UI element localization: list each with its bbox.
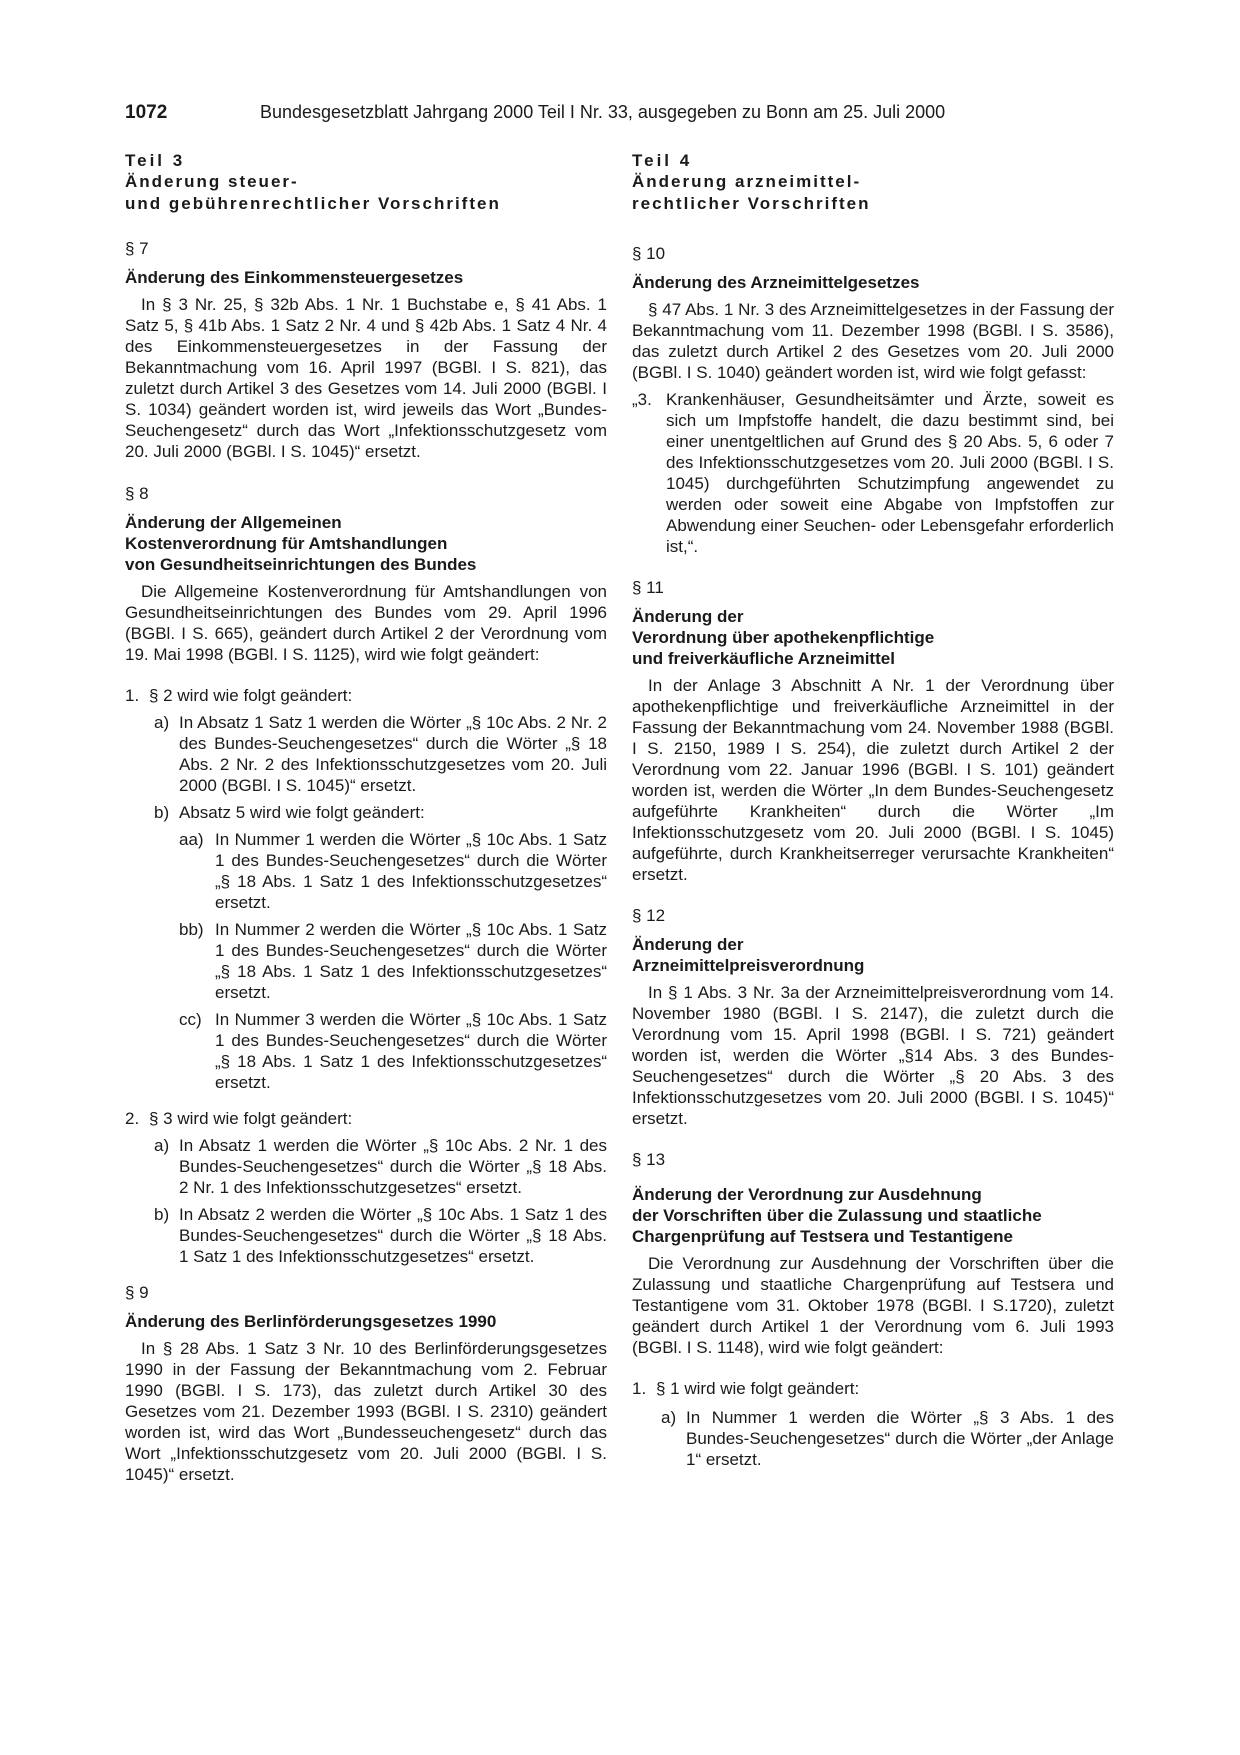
section-title-line: Kostenverordnung für Amtshandlungen	[125, 534, 448, 553]
part-subheading	[125, 171, 607, 215]
part-heading: Teil 3	[125, 151, 186, 170]
list-number: b)	[154, 1205, 170, 1224]
list-item	[632, 1378, 1114, 1399]
list-text: In Nummer 3 werden die Wörter „§ 10c Abs. 1 Satz 1 des Bundes-Seuchengesetzes“ durch die Wörter „§ 18 Abs. 1 Satz 1 des Infektionsschutzgesetzes“ ersetzt.	[215, 1010, 607, 1092]
list-text: § 3 wird wie folgt geändert:	[149, 1109, 353, 1128]
part-subheading-line: rechtlicher Vorschriften	[632, 194, 871, 213]
section-title-line: Änderung der	[632, 935, 744, 954]
list-item	[125, 1204, 607, 1267]
list-text: In Absatz 1 Satz 1 werden die Wörter „§ 10c Abs. 2 Nr. 2 des Bundes-Seuchengesetzes“ durch die Wörter „§ 18 Abs. 2 Nr. 2 des Infektionsschutzgesetzes vom 20. Juli 2000 (BGBl. I S. 1045)“ ersetzt.	[179, 713, 607, 795]
section-title-line: Änderung der Allgemeinen	[125, 513, 342, 532]
section-body: In § 1 Abs. 3 Nr. 3a der Arzneimittelpreisverordnung vom 14. November 1980 (BGBl. I S. 2147), die zuletzt durch die Verordnung vom 15. April 1998 (BGBl. I S. 721) geändert worden ist, werden die Wörter „§14 Abs. 3 des Bundes-Seuchengesetzes“ durch die Wörter „§ 20 Abs. 3 des Infektionsschutzgesetzes vom 20. Juli 2000 (BGBl. I S. 1045)“ ersetzt.	[632, 983, 1114, 1128]
list-text: In Nummer 2 werden die Wörter „§ 10c Abs. 1 Satz 1 des Bundes-Seuchengesetzes“ durch die Wörter „§ 18 Abs. 1 Satz 1 des Infektionsschutzgesetzes“ ersetzt.	[215, 920, 607, 1002]
section-title-line: Chargenprüfung auf Testsera und Testantigene	[632, 1227, 1013, 1246]
section-body: In § 3 Nr. 25, § 32b Abs. 1 Nr. 1 Buchstabe e, § 41 Abs. 1 Satz 5, § 41b Abs. 1 Satz 2 Nr. 4 und § 42b Abs. 1 Satz 4 Nr. 4 des Einkommensteuergesetzes in der Fassung der Bekanntmachung vom 16. April 1997 (BGBl. I S. 821), das zuletzt durch Artikel 3 des Gesetzes vom 14. Juli 2000 (BGBl. I S. 1034) geändert worden ist, wird jeweils das Wort „Bundes-Seuchengesetz“ durch das Wort „Infektionsschutzgesetz vom 20. Juli 2000 (BGBl. I S. 1045)“ ersetzt.	[125, 295, 607, 461]
section-title	[125, 512, 607, 575]
section-number: § 12	[632, 906, 666, 925]
section-number: § 7	[125, 239, 149, 258]
list-text: In Absatz 1 werden die Wörter „§ 10c Abs. 2 Nr. 1 des Bundes-Seuchengesetzes“ durch die Wörter „§ 18 Abs. 2 Nr. 1 des Infektionsschutzgesetzes“ ersetzt.	[179, 1136, 607, 1197]
list-number: a)	[154, 1136, 170, 1155]
part-subheading-line: Änderung arzneimittel-	[632, 172, 862, 191]
section-title: Änderung des Berlinförderungsgesetzes 1990	[125, 1312, 497, 1331]
part-subheading-line: und gebührenrechtlicher Vorschriften	[125, 194, 501, 213]
list-number: a)	[154, 713, 170, 732]
section-title-line: und freiverkäufliche Arzneimittel	[632, 649, 895, 668]
part-heading: Teil 4	[632, 151, 693, 170]
section-title-line: von Gesundheitseinrichtungen des Bundes	[125, 555, 477, 574]
section-number: § 9	[125, 1283, 149, 1302]
list-item	[125, 1108, 607, 1129]
list-number: b)	[154, 803, 170, 822]
section-title	[632, 1184, 1114, 1247]
part-subheading	[632, 171, 1114, 215]
list-item	[125, 712, 607, 796]
section-body: In der Anlage 3 Abschnitt A Nr. 1 der Verordnung über apothekenpflichtige und freiverkäufliche Arzneimittel in der Fassung der Bekanntmachung vom 24. November 1988 (BGBl. I S. 2150, 1989 I S. 254), die zuletzt durch Artikel 2 der Verordnung vom 22. Januar 1996 (BGBl. I S. 101) geändert worden ist, werden die Wörter „In dem Bundes-Seuchengesetz aufgeführte Krankheiten“ durch die Wörter „Im Infektionsschutzgesetz vom 20. Juli 2000 (BGBl. I S. 1045) aufgeführte, durch Krankheitserreger verursachte Krankheiten“ ersetzt.	[632, 676, 1114, 884]
list-item	[125, 685, 607, 706]
section-number: § 8	[125, 484, 149, 503]
section-title-line: Verordnung über apothekenpflichtige	[632, 628, 935, 647]
list-text: Absatz 5 wird wie folgt geändert:	[179, 803, 425, 822]
list-number: aa)	[179, 830, 204, 849]
section-title	[632, 934, 1114, 976]
right-column	[632, 150, 1114, 1470]
list-item	[125, 1135, 607, 1198]
section-body: Die Verordnung zur Ausdehnung der Vorschriften über die Zulassung und staatliche Chargenprüfung auf Testsera und Testantigene vom 31. Oktober 1978 (BGBl. I S.1720), zuletzt geändert durch Artikel 1 der Verordnung vom 6. Juli 1993 (BGBl. I S. 1148), wird wie folgt geändert:	[632, 1254, 1114, 1357]
section-title: Änderung des Arzneimittelgesetzes	[632, 273, 920, 292]
part-subheading-line: Änderung steuer-	[125, 172, 299, 191]
section-title-line: Arzneimittelpreisverordnung	[632, 956, 865, 975]
section-number: § 11	[632, 578, 664, 597]
list-number: „3.	[632, 390, 652, 409]
list-number: cc)	[179, 1010, 202, 1029]
quoted-provision	[632, 389, 1114, 557]
page-number: 1072	[125, 102, 168, 123]
list-text: § 2 wird wie folgt geändert:	[149, 686, 353, 705]
section-number: § 13	[632, 1150, 666, 1169]
list-number: 1.	[632, 1379, 647, 1398]
section-number: § 10	[632, 244, 666, 263]
section-title-line: Änderung der	[632, 607, 744, 626]
list-text: In Nummer 1 werden die Wörter „§ 10c Abs. 1 Satz 1 des Bundes-Seuchengesetzes“ durch die Wörter „§ 18 Abs. 1 Satz 1 des Infektionsschutzgesetzes“ ersetzt.	[215, 830, 607, 912]
list-item	[125, 919, 607, 1003]
section-body: In § 28 Abs. 1 Satz 3 Nr. 10 des Berlinförderungsgesetzes 1990 in der Fassung der Bekanntmachung vom 2. Februar 1990 (BGBl. I S. 173), das zuletzt durch Artikel 30 des Gesetzes vom 21. Dezember 1993 (BGBl. I S. 2310) geändert worden ist, wird das Wort „Bundesseuchengesetz“ durch das Wort „Infektionsschutzgesetz vom 20. Juli 2000 (BGBl. I S. 1045)“ ersetzt.	[125, 1339, 607, 1484]
section-body: § 47 Abs. 1 Nr. 3 des Arzneimittelgesetzes in der Fassung der Bekanntmachung vom 11. Dezember 1998 (BGBl. I S. 3586), das zuletzt durch Artikel 2 des Gesetzes vom 20. Juli 2000 (BGBl. I S. 1040) geändert worden ist, wird wie folgt gefasst:	[632, 300, 1114, 382]
section-body: Die Allgemeine Kostenverordnung für Amtshandlungen von Gesundheitseinrichtungen des Bundes vom 29. April 1996 (BGBl. I S. 665), geändert durch Artikel 2 der Verordnung vom 19. Mai 1998 (BGBl. I S. 1125), wird wie folgt geändert:	[125, 582, 607, 664]
list-item	[125, 802, 607, 823]
page-header	[125, 100, 1115, 125]
list-number: a)	[661, 1408, 677, 1427]
list-number: 2.	[125, 1109, 140, 1128]
list-item	[125, 829, 607, 913]
list-item	[125, 1009, 607, 1093]
list-number: 1.	[125, 686, 140, 705]
section-title-line: Änderung der Verordnung zur Ausdehnung	[632, 1185, 982, 1204]
section-title-line: der Vorschriften über die Zulassung und staatliche	[632, 1206, 1042, 1225]
header-title: Bundesgesetzblatt Jahrgang 2000 Teil I Nr. 33, ausgegeben zu Bonn am 25. Juli 2000	[260, 102, 946, 122]
list-text: In Nummer 1 werden die Wörter „§ 3 Abs. 1 des Bundes-Seuchengesetzes“ durch die Wörter „der Anlage 1“ ersetzt.	[686, 1408, 1114, 1469]
list-text: Krankenhäuser, Gesundheitsämter und Ärzte, soweit es sich um Impfstoffe handelt, die dazu bestimmt sind, bei einer unentgeltlichen auf Grund des § 20 Abs. 5, 6 oder 7 des Infektionsschutzgesetzes vom 20. Juli 2000 (BGBl. I S. 1045) durchgeführten Schutzimpfung angewendet zu werden oder soweit eine Abgabe von Impfstoffen zur Abwendung einer Seuchen- oder Lebensgefahr erforderlich ist,“.	[666, 390, 1114, 556]
list-text: § 1 wird wie folgt geändert:	[656, 1379, 860, 1398]
section-title	[632, 606, 1114, 669]
left-column	[125, 150, 607, 1485]
list-item	[632, 1407, 1114, 1470]
list-text: In Absatz 2 werden die Wörter „§ 10c Abs. 1 Satz 1 des Bundes-Seuchengesetzes“ durch die Wörter „§ 18 Abs. 1 Satz 1 des Infektionsschutzgesetzes“ ersetzt.	[179, 1205, 607, 1266]
section-title: Änderung des Einkommensteuergesetzes	[125, 268, 464, 287]
list-number: bb)	[179, 920, 204, 939]
